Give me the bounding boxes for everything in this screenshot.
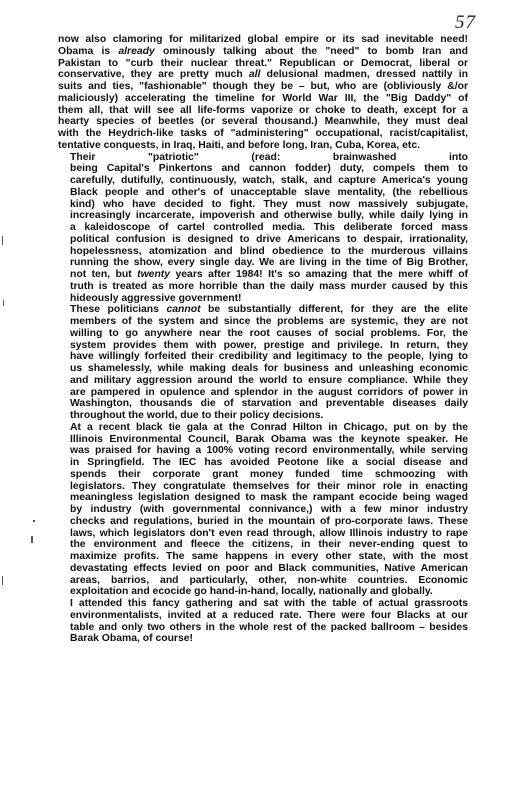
text-line: political confusion is designed to drive Americans to despair, irrationality,: [70, 233, 468, 245]
text-line: legislators. They congratulate themselves for their minor role in enacting: [70, 480, 468, 492]
text-line: the environment and fleece the citizens, in their never-ending quest to: [70, 539, 468, 551]
text-line: I attended this fancy gathering and sat with the table of actual grassroots: [70, 598, 468, 609]
text-line: willing to go anywhere near the root causes of social problems. For, the: [70, 327, 468, 339]
margin-mark: [2, 236, 3, 245]
text-line: These politicians cannot be substantially different, for they are the elite: [70, 304, 468, 316]
margin-mark: [31, 536, 33, 543]
text-line: devastating effects levied on poor and Black communities, Native American: [70, 562, 468, 574]
text-line: was praised for having a 100% voting record environmentally, while serving: [70, 445, 468, 457]
text-line: and military aggression around the world to ensure compliance. While they: [70, 374, 468, 386]
text-line: exploitation and ecocide go hand-in-hand, locally, nationally and globally.: [70, 586, 433, 598]
paragraph: [58, 152, 468, 305]
text-line: environmentalists, invited at a reduced rate. There were four Blacks at our: [70, 609, 468, 621]
text-line: being Capital's Pinkertons and cannon fodder) duty, compels them to: [70, 163, 468, 175]
text-line: them all, that will see all life-forms vaporize or choke to death, except for a: [58, 104, 468, 116]
text-line: in Springfield. The IEC has avoided Peotone like a social disease and: [70, 457, 468, 468]
text-line: suits and ties, "fashionable" though they be – but, who are (obliviously &/or: [58, 81, 468, 92]
text-line: not ten, but twenty years after 1984! It's so amazing that the mere whiff of: [70, 269, 468, 280]
text-line: us shamelessly, while making deals for business and unleashing economic: [70, 363, 468, 374]
text-line: with the Heydrich-like tasks of "administering" occupational, racist/capitalist,: [58, 128, 468, 139]
text-line: kind) who have decided to fight. They must now massively subjugate,: [70, 198, 468, 210]
text-line: increasingly incarcerate, impoverish and otherwise bully, while daily lying in: [70, 210, 468, 222]
text-line: truth is treated as more horrible than the daily mass murder caused by this: [70, 280, 468, 292]
text-line: conservative, they are pretty much all delusional madmen, dressed nattily in: [58, 69, 468, 81]
text-line: areas, barrios, and particularly, other, non-white countries. Economic: [70, 574, 468, 586]
text-line: tentative conquests, in Iraq, Haiti, and before long, Iran, Cuba, Korea, etc.: [58, 139, 421, 151]
text-line: Pakistan to "curb their nuclear threat." Republican or Democrat, liberal or: [58, 57, 468, 69]
text-line: throughout the world, due to their policy decisions.: [70, 410, 324, 421]
paragraph: [58, 422, 468, 598]
text-line: Black people and other's of unacceptable slave mentality, (the rebellious: [70, 186, 468, 198]
text-line: system provides them with power, prestige and privilege. In return, they: [70, 339, 468, 351]
text-line: maximize profits. The same happens in every other state, with the most: [70, 551, 468, 562]
text-line: hearty species of beetles (or several thousand.) Meanwhile, they must deal: [58, 116, 468, 128]
text-line: Barak Obama, of course!: [70, 633, 193, 645]
text-line: Obama is already ominously talking about the "need" to bomb Iran and: [58, 45, 469, 57]
paragraph: [58, 304, 468, 422]
page-number: 57: [455, 12, 476, 33]
text-line: At a recent black tie gala at the Conrad Hilton in Chicago, put on by the: [70, 421, 468, 433]
text-line: Their "patriotic" (read: brainwashed into: [70, 151, 468, 163]
text-line: meaningless legislation designed to mask the rampant ecocide being waged: [70, 492, 468, 504]
text-line: spends their corporate grant money funded time schmoozing with: [70, 468, 468, 480]
text-line: hopelessness, atomization and blind obedience to the murderous villains: [70, 245, 468, 257]
text-line: table and only two others in the whole rest of the packed ballroom – besides: [70, 621, 468, 633]
text-line: laws, which legislators don't even read through, allow Illinois industry to rape: [70, 527, 468, 539]
text-line: a kaleidoscope of cartel controlled media. This deliberate forced mass: [70, 222, 468, 233]
margin-mark: [2, 576, 3, 585]
text-line: Washington, thousands die of starvation and preventable diseases daily: [70, 398, 468, 410]
text-line: by industry (with governmental connivance,) with a few minor industry: [70, 504, 468, 515]
text-line: checks and regulations, buried in the mountain of pro-corporate laws. These: [70, 515, 468, 527]
text-line: carefully, dutifully, continuously, watch, stalk, and capture America's young: [70, 175, 468, 186]
text-line: maliciously) accelerating the timeline for World War III, the "Big Daddy" of: [58, 92, 468, 104]
text-line: running the show, every single day. We are living in the time of Big Brother,: [70, 257, 468, 269]
text-line: Illinois Environmental Council, Barak Obama was the keynote speaker. He: [70, 433, 468, 445]
text-line: have willingly forfeited their credibility and legitimacy to the people, lying to: [70, 351, 468, 363]
margin-mark: [33, 520, 35, 522]
paragraph: [58, 598, 468, 645]
margin-mark: [3, 300, 4, 306]
text-line: members of the system and since the problems are systemic, they are not: [70, 316, 468, 327]
body-text: [58, 34, 468, 645]
text-line: hideously aggressive government!: [70, 292, 242, 304]
text-line: are pampered in opulence and splendor in the august corridors of power in: [70, 386, 468, 398]
paragraph: [58, 34, 468, 152]
text-line: now also clamoring for militarized global empire or its sad inevitable need!: [58, 34, 468, 45]
